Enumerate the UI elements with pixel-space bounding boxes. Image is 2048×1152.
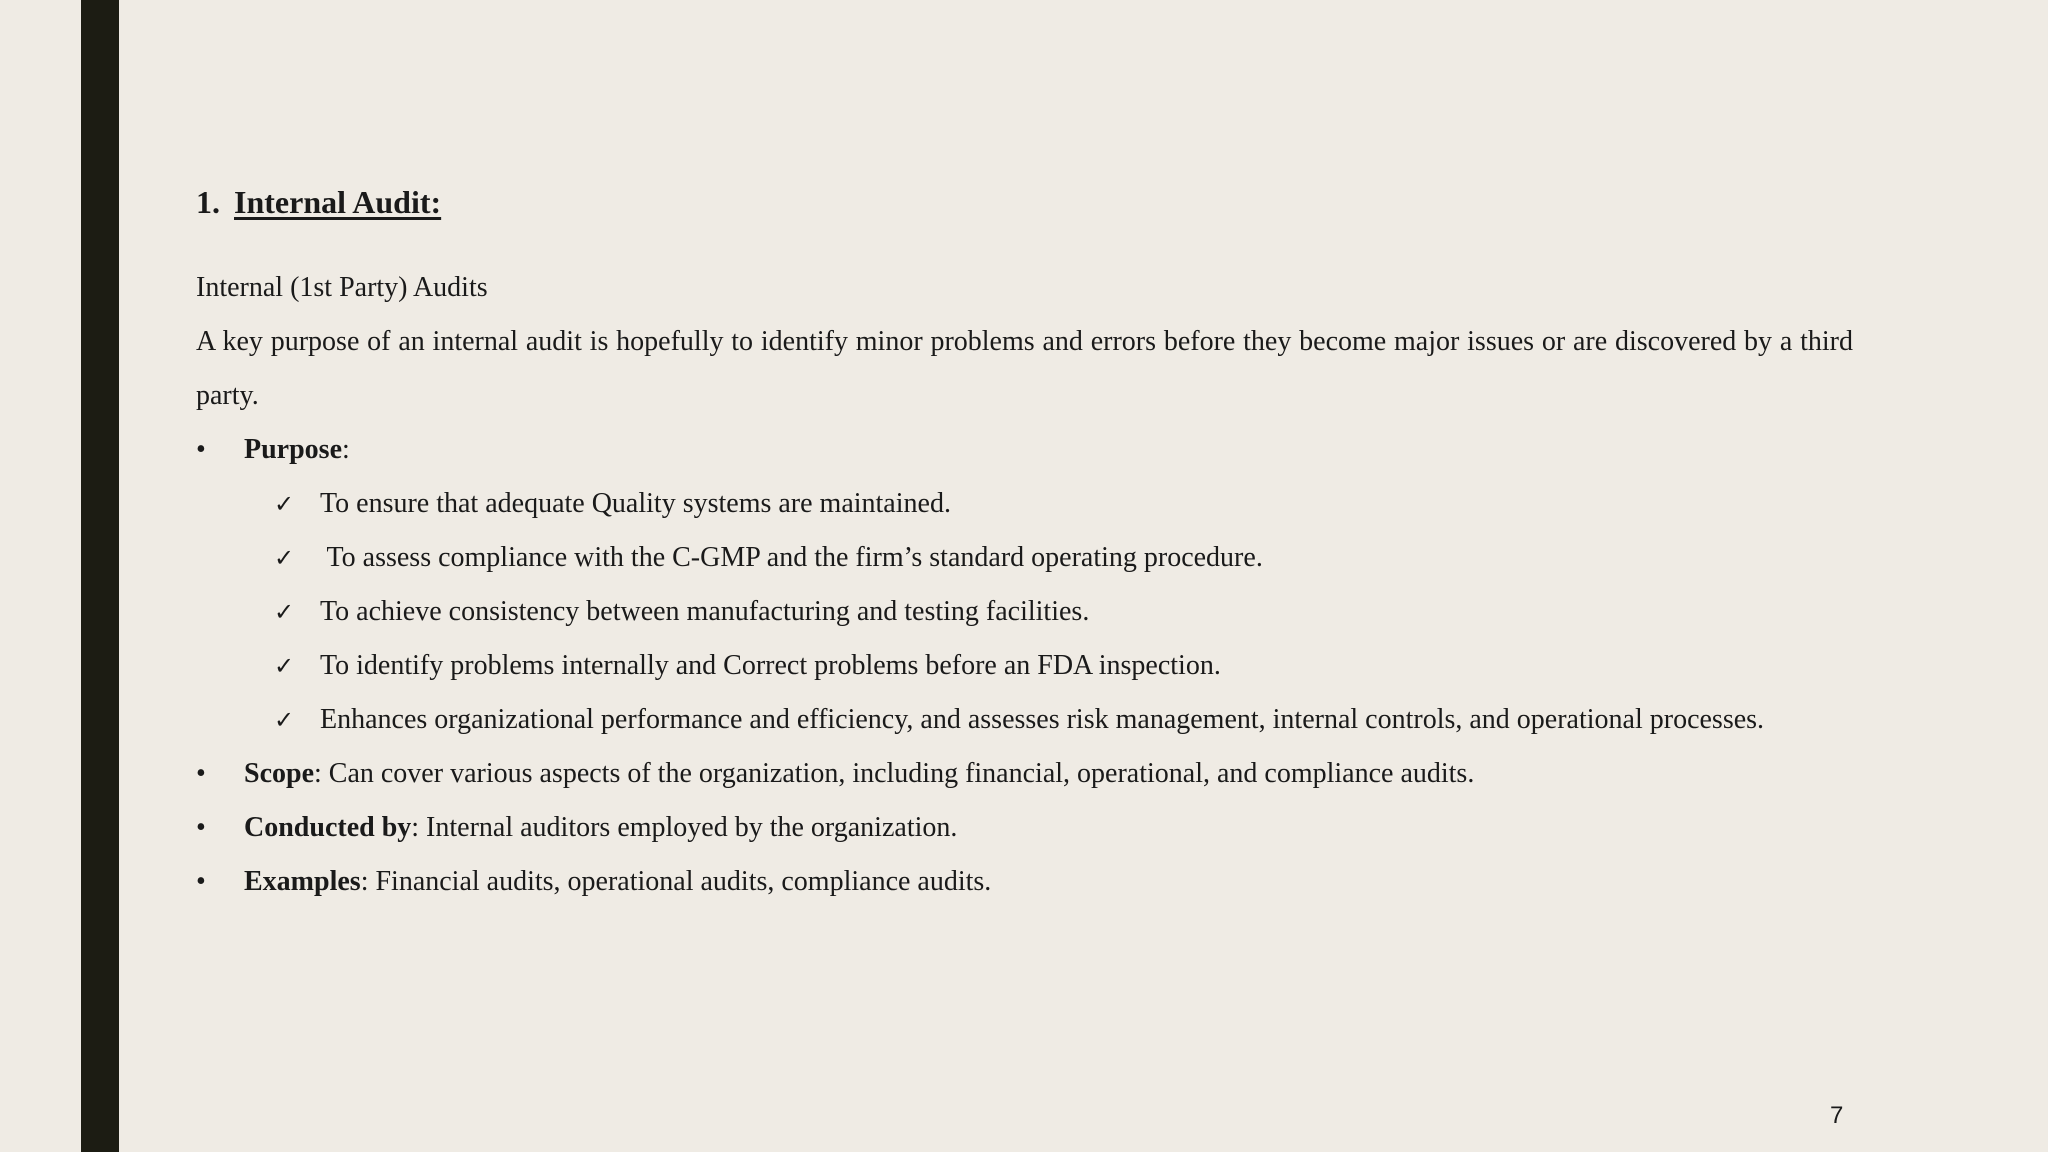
conducted-label: Conducted by [244, 812, 412, 843]
conducted-text: : Internal auditors employed by the organization. [411, 812, 958, 843]
bullet-icon: • [196, 758, 206, 789]
body-text [196, 261, 1853, 909]
purpose-item [196, 693, 1853, 747]
checkmark-icon: ✓ [274, 652, 295, 680]
bullet-examples [196, 855, 1853, 909]
bullet-icon: • [196, 434, 206, 465]
intro-paragraph: A key purpose of an internal audit is hopefully to identify minor problems and errors before they become major issues or are discovered by a third party. [196, 326, 1853, 411]
left-accent-bar [81, 0, 119, 1152]
purpose-item-text: Enhances organizational performance and efficiency, and assesses risk management, internal controls, and operational processes. [320, 704, 1765, 735]
bullet-icon: • [196, 812, 206, 843]
subtitle: Internal (1st Party) Audits [196, 272, 488, 303]
purpose-item-text: To achieve consistency between manufacturing and testing facilities. [320, 596, 1090, 627]
heading-title: Internal Audit: [234, 184, 442, 220]
heading-number: 1. [196, 184, 220, 220]
page-number: 7 [1830, 1102, 1844, 1129]
examples-label: Examples [244, 866, 361, 897]
slide-content [196, 176, 1853, 909]
purpose-item [196, 477, 1853, 531]
purpose-item [196, 639, 1853, 693]
checkmark-icon: ✓ [274, 706, 295, 734]
scope-label: Scope [244, 758, 314, 789]
purpose-item [196, 585, 1853, 639]
checkmark-icon: ✓ [274, 490, 295, 518]
purpose-label: Purpose [244, 434, 342, 465]
purpose-item-text: To identify problems internally and Correct problems before an FDA inspection. [320, 650, 1221, 681]
examples-text: : Financial audits, operational audits, compliance audits. [360, 866, 992, 897]
purpose-item-text: To ensure that adequate Quality systems are maintained. [320, 488, 951, 519]
bullet-conducted-by [196, 801, 1853, 855]
bullet-scope [196, 747, 1853, 801]
purpose-item [196, 531, 1853, 585]
scope-text: : Can cover various aspects of the organization, including financial, operational, and compliance audits. [314, 758, 1475, 789]
section-heading [196, 176, 1853, 228]
checkmark-icon: ✓ [274, 544, 295, 572]
purpose-colon: : [342, 434, 350, 465]
purpose-item-text: To assess compliance with the C-GMP and the firm’s standard operating procedure. [320, 542, 1263, 573]
checkmark-icon: ✓ [274, 598, 295, 626]
bullet-purpose [196, 423, 1853, 477]
bullet-icon: • [196, 866, 206, 897]
